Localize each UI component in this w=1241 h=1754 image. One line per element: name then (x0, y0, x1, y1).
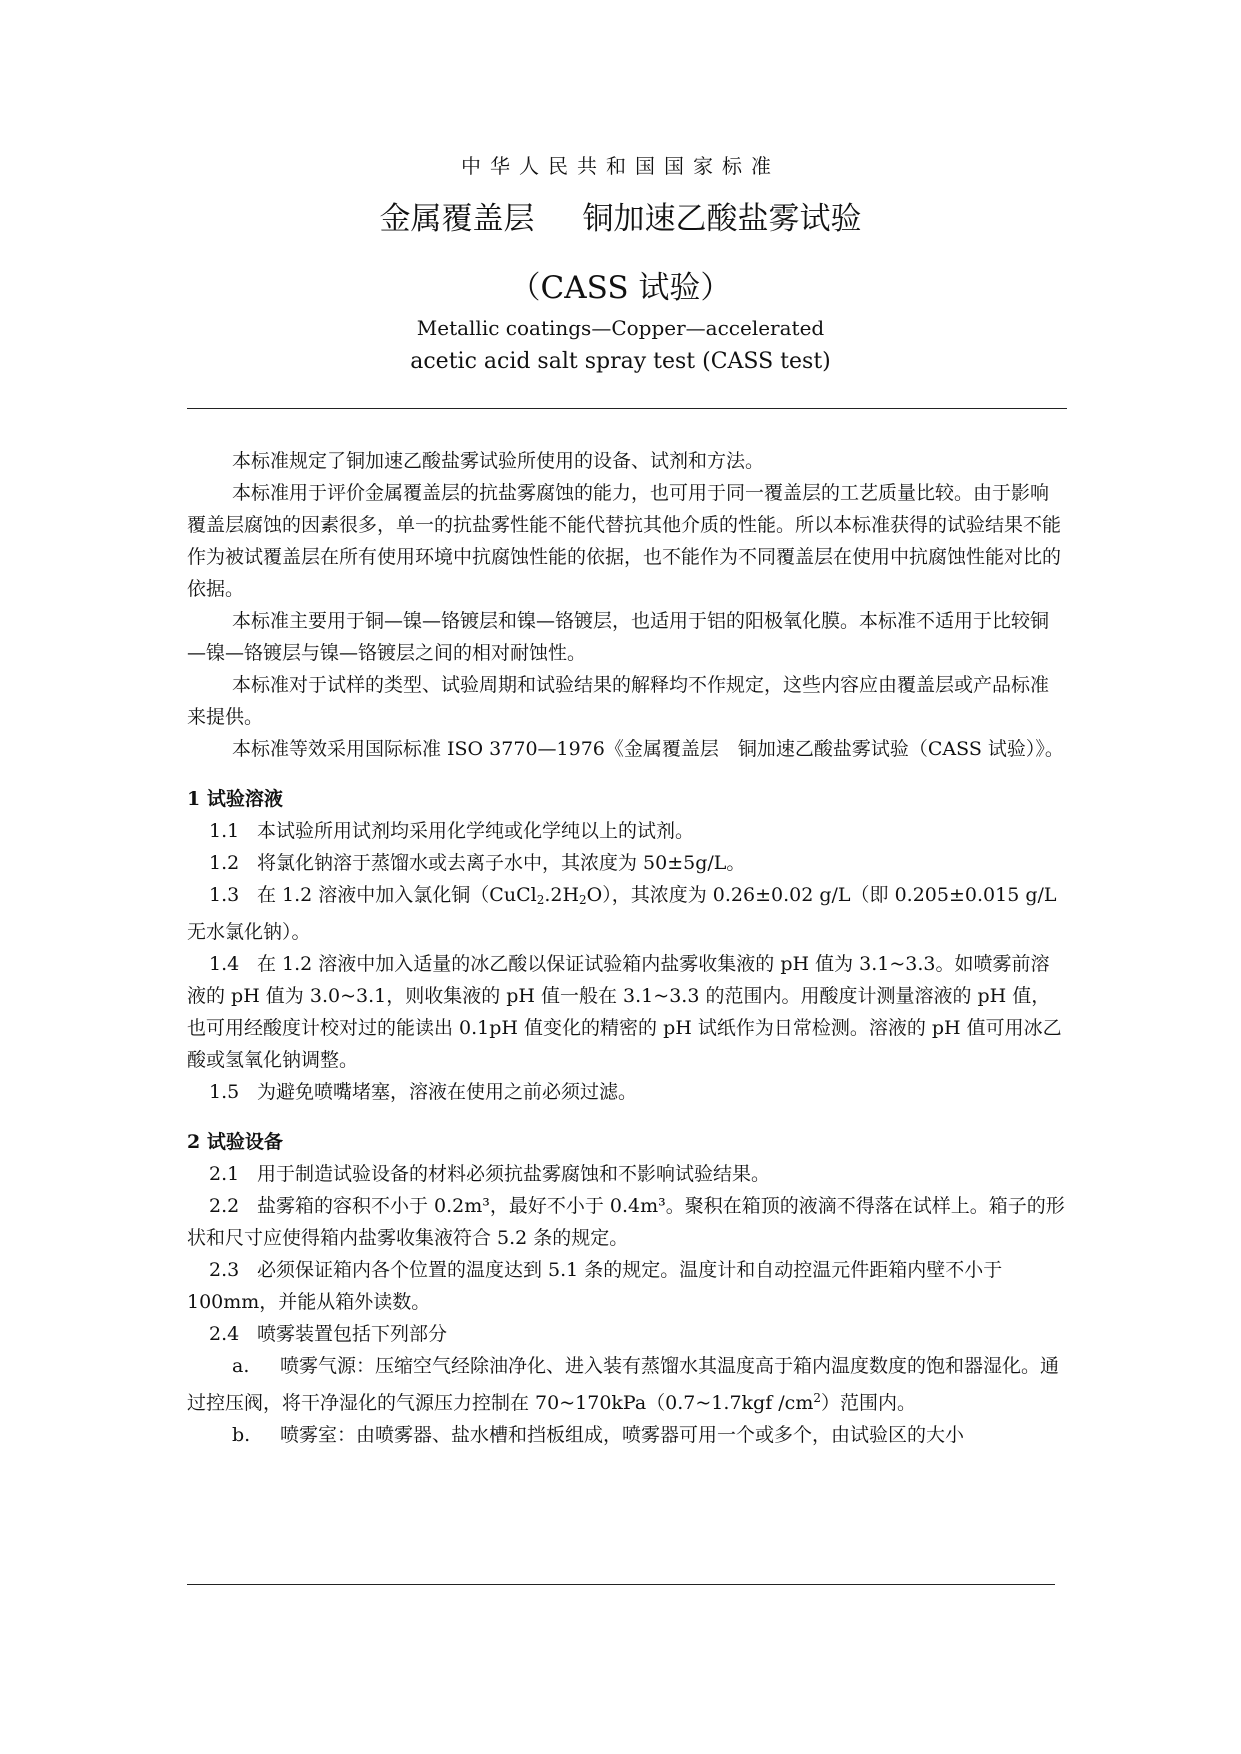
sub-clause (187, 1419, 1067, 1451)
clause (187, 1190, 1067, 1254)
sub-clause-text: 喷雾室：由喷雾器、盐水槽和挡板组成，喷雾器可用一个或多个，由试验区的大小 (280, 1424, 965, 1446)
clause (187, 1318, 1067, 1350)
document-body (187, 445, 1067, 1451)
title-part-1: 金属覆盖层 (379, 201, 535, 237)
clause-text: 在 1.2 溶液中加入氯化铜（CuCl (257, 884, 537, 906)
clause (187, 1254, 1067, 1318)
intro-paragraph: 本标准用于评价金属覆盖层的抗盐雾腐蚀的能力，也可用于同一覆盖层的工艺质量比较。由于影响覆盖层腐蚀的因素很多，单一的抗盐雾性能不能代替抗其他介质的性能。所以本标准获得的试验结果不能作为被试覆盖层在所有使用环境中抗腐蚀性能的依据，也不能作为不同覆盖层在使用中抗腐蚀性能对比的依据。 (187, 482, 1062, 600)
clause-text: .2H (544, 884, 580, 906)
clause-text: 为避免喷嘴堵塞，溶液在使用之前必须过滤。 (257, 1081, 638, 1103)
intro-paragraph: 本标准规定了铜加速乙酸盐雾试验所使用的设备、试剂和方法。 (232, 450, 765, 472)
clause-number: 1.1 (209, 820, 240, 842)
sub-clause-text: 喷雾气源：压缩空气经除油净化、进入装有蒸馏水其温度高于箱内温度数度的饱和器湿化。通过控压阀，将干净湿化的气源压力控制在 70~170kPa（0.7~1.7kgf /cm (187, 1355, 1060, 1414)
sub-clause-letter: a. (232, 1355, 250, 1377)
intro-paragraph: 本标准对于试样的类型、试验周期和试验结果的解释均不作规定，这些内容应由覆盖层或产品标准来提供。 (187, 674, 1050, 728)
intro-paragraph: 本标准主要用于铜—镍—铬镀层和镍—铬镀层，也适用于铝的阳极氧化膜。本标准不适用于比较铜—镍—铬镀层与镍—铬镀层之间的相对耐蚀性。 (187, 610, 1050, 664)
section-1-heading: 1 试验溶液 (187, 788, 283, 810)
sub-clause (187, 1350, 1067, 1419)
clause-number: 2.4 (209, 1323, 240, 1345)
clause-number: 1.3 (209, 884, 240, 906)
english-title-line-1: Metallic coatings—Copper—accelerated (416, 316, 825, 340)
clause (187, 1158, 1067, 1190)
clause-text: O），其浓度为 0.26±0.02 g/L（即 0.205±0.015 g/L 无水氯化钠）。 (187, 884, 1057, 943)
clause-number: 1.2 (209, 852, 240, 874)
clause-number: 1.5 (209, 1081, 240, 1103)
clause-number: 2.3 (209, 1259, 240, 1281)
clause-text: 本试验所用试剂均采用化学纯或化学纯以上的试剂。 (257, 820, 695, 842)
clause-text: 在 1.2 溶液中加入适量的冰乙酸以保证试验箱内盐雾收集液的 pH 值为 3.1~3.3。如喷雾前溶液的 pH 值为 3.0~3.1，则收集液的 pH 值一般在 3.1~3.3 的范围内。用酸度计测量溶液的 pH 值，也可用经酸度计校对过的能读出 0.1pH 值变化的精密的 pH 试纸作为日常检测。溶液的 pH 值可用冰乙酸或氢氧化钠调整。 (187, 953, 1062, 1071)
subscript: 2 (536, 893, 545, 907)
sub-clause-letter: b. (232, 1424, 251, 1446)
english-title-line-2: acetic acid salt spray test (CASS test) (410, 349, 831, 374)
bottom-divider (187, 1584, 1055, 1585)
document-subtitle: （CASS 试验） (509, 270, 732, 306)
clause (187, 1076, 1067, 1108)
sub-clause-text: ）范围内。 (820, 1392, 916, 1414)
clause-text: 盐雾箱的容积不小于 0.2m³，最好不小于 0.4m³。聚积在箱顶的液滴不得落在试样上。箱子的形状和尺寸应使得箱内盐雾收集液符合 5.2 条的规定。 (187, 1195, 1065, 1249)
title-part-2: 铜加速乙酸盐雾试验 (582, 201, 862, 237)
clause-text: 必须保证箱内各个位置的温度达到 5.1 条的规定。温度计和自动控温元件距箱内壁不小于 100mm，并能从箱外读数。 (187, 1259, 1003, 1313)
intro-paragraph: 本标准等效采用国际标准 ISO 3770—1976《金属覆盖层 铜加速乙酸盐雾试验（CASS 试验）》。 (232, 738, 1064, 760)
clause-text: 喷雾装置包括下列部分 (257, 1323, 448, 1345)
standard-label: 中华人民共和国国家标准 (461, 154, 780, 178)
section-2-heading: 2 试验设备 (187, 1131, 283, 1153)
clause-text: 用于制造试验设备的材料必须抗盐雾腐蚀和不影响试验结果。 (257, 1163, 771, 1185)
subscript: 2 (579, 893, 587, 907)
document-title (0, 193, 1241, 238)
superscript: 2 (813, 1391, 821, 1405)
clause (187, 815, 1067, 847)
top-divider (187, 408, 1067, 409)
clause-number: 2.2 (209, 1195, 240, 1217)
clause-text: 将氯化钠溶于蒸馏水或去离子水中，其浓度为 50±5g/L。 (257, 852, 746, 874)
clause (187, 879, 1067, 948)
clause-number: 2.1 (209, 1163, 240, 1185)
clause (187, 948, 1067, 1076)
clause-number: 1.4 (209, 953, 240, 975)
clause (187, 847, 1067, 879)
